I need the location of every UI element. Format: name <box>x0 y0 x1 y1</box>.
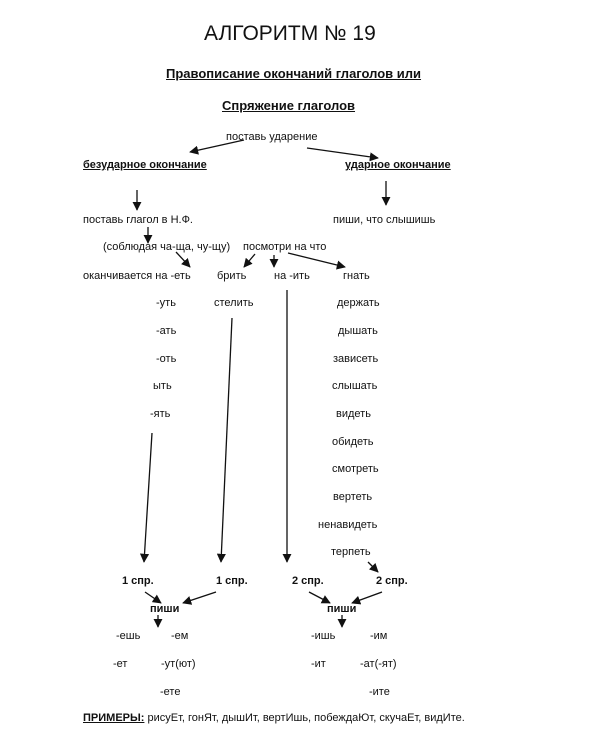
stressed-ending-label: ударное окончание <box>345 159 451 171</box>
exception-item: зависеть <box>333 353 379 365</box>
exception-item: дышать <box>338 325 378 337</box>
left-ending-item: -ять <box>150 408 171 420</box>
exception-item: вертеть <box>333 491 373 503</box>
first-conj-ending: -ем <box>171 630 189 642</box>
exception-brit: брить <box>217 270 247 282</box>
ends-in-label: оканчивается на -еть <box>83 270 191 282</box>
arrow-look-to-exceptions <box>288 253 345 267</box>
arrow-conj1-to-write <box>145 592 161 603</box>
exception-item: ненавидеть <box>318 519 378 531</box>
subtitle-2: Спряжение глаголов <box>222 98 356 113</box>
exception-item: видеть <box>336 408 371 420</box>
left-ending-item: -оть <box>156 353 177 365</box>
first-conj-ending: -ет <box>113 658 128 670</box>
conjugation-label: 2 спр. <box>292 575 324 587</box>
arrow-conj2b-to-write <box>352 592 382 603</box>
na-it-label: на -ить <box>274 270 310 282</box>
second-conj-ending: -ит <box>311 658 326 670</box>
second-conj-ending: -им <box>370 630 388 642</box>
write-label-1: пиши <box>150 603 180 615</box>
exception-item: обидеть <box>332 436 374 448</box>
left-ending-item: -ать <box>156 325 177 337</box>
arrow-look-to-brit <box>244 254 255 267</box>
conjugation-label: 2 спр. <box>376 575 408 587</box>
left-ending-item: -уть <box>156 297 176 309</box>
examples-label: ПРИМЕРЫ: <box>83 712 145 724</box>
second-conj-ending: -ишь <box>311 630 336 642</box>
exception-item: держать <box>337 297 380 309</box>
page-title: АЛГОРИТМ № 19 <box>204 22 376 45</box>
exception-stelit: стелить <box>214 297 254 309</box>
observe-rule-label: (соблюдая ча-ща, чу-щу) <box>103 241 231 253</box>
arrow-stelit-to-conj1 <box>221 318 232 562</box>
write-label-2: пиши <box>327 603 357 615</box>
exception-item: терпеть <box>331 546 371 558</box>
first-conj-ending: -ут(ют) <box>161 658 196 670</box>
arrow-terpet-to-conj2 <box>368 562 378 572</box>
arrow-to-stressed <box>307 148 378 158</box>
write-as-heard-label: пиши, что слышишь <box>333 214 436 226</box>
examples-line <box>83 712 465 725</box>
conjugation-label: 1 спр. <box>122 575 154 587</box>
unstressed-ending-label: безударное окончание <box>83 159 207 171</box>
first-conj-ending: -ете <box>160 686 181 698</box>
put-stress-label: поставь ударение <box>226 131 318 143</box>
exception-item: слышать <box>332 380 378 392</box>
subtitle-1: Правописание окончаний глаголов или <box>166 66 422 81</box>
arrow-conj1b-to-write <box>183 592 216 603</box>
exception-item: гнать <box>343 270 370 282</box>
left-ending-item: ыть <box>153 380 172 392</box>
arrow-conj2-to-write <box>309 592 330 603</box>
exception-item: смотреть <box>332 463 379 475</box>
first-conj-ending: -ешь <box>116 630 141 642</box>
second-conj-ending: -ите <box>369 686 390 698</box>
arrow-left-to-conj1 <box>144 433 152 562</box>
arrow-observe-to-ends <box>176 252 190 267</box>
conjugation-label: 1 спр. <box>216 575 248 587</box>
second-conj-ending: -ат(-ят) <box>360 658 397 670</box>
put-infinitive-label: поставь глагол в Н.Ф. <box>83 214 193 226</box>
examples-text: рисуЕт, гонЯт, дышИт, вертИшь, побеждаЮт, скучаЕт, видИте. <box>144 712 465 724</box>
look-at-label: посмотри на что <box>243 241 327 253</box>
